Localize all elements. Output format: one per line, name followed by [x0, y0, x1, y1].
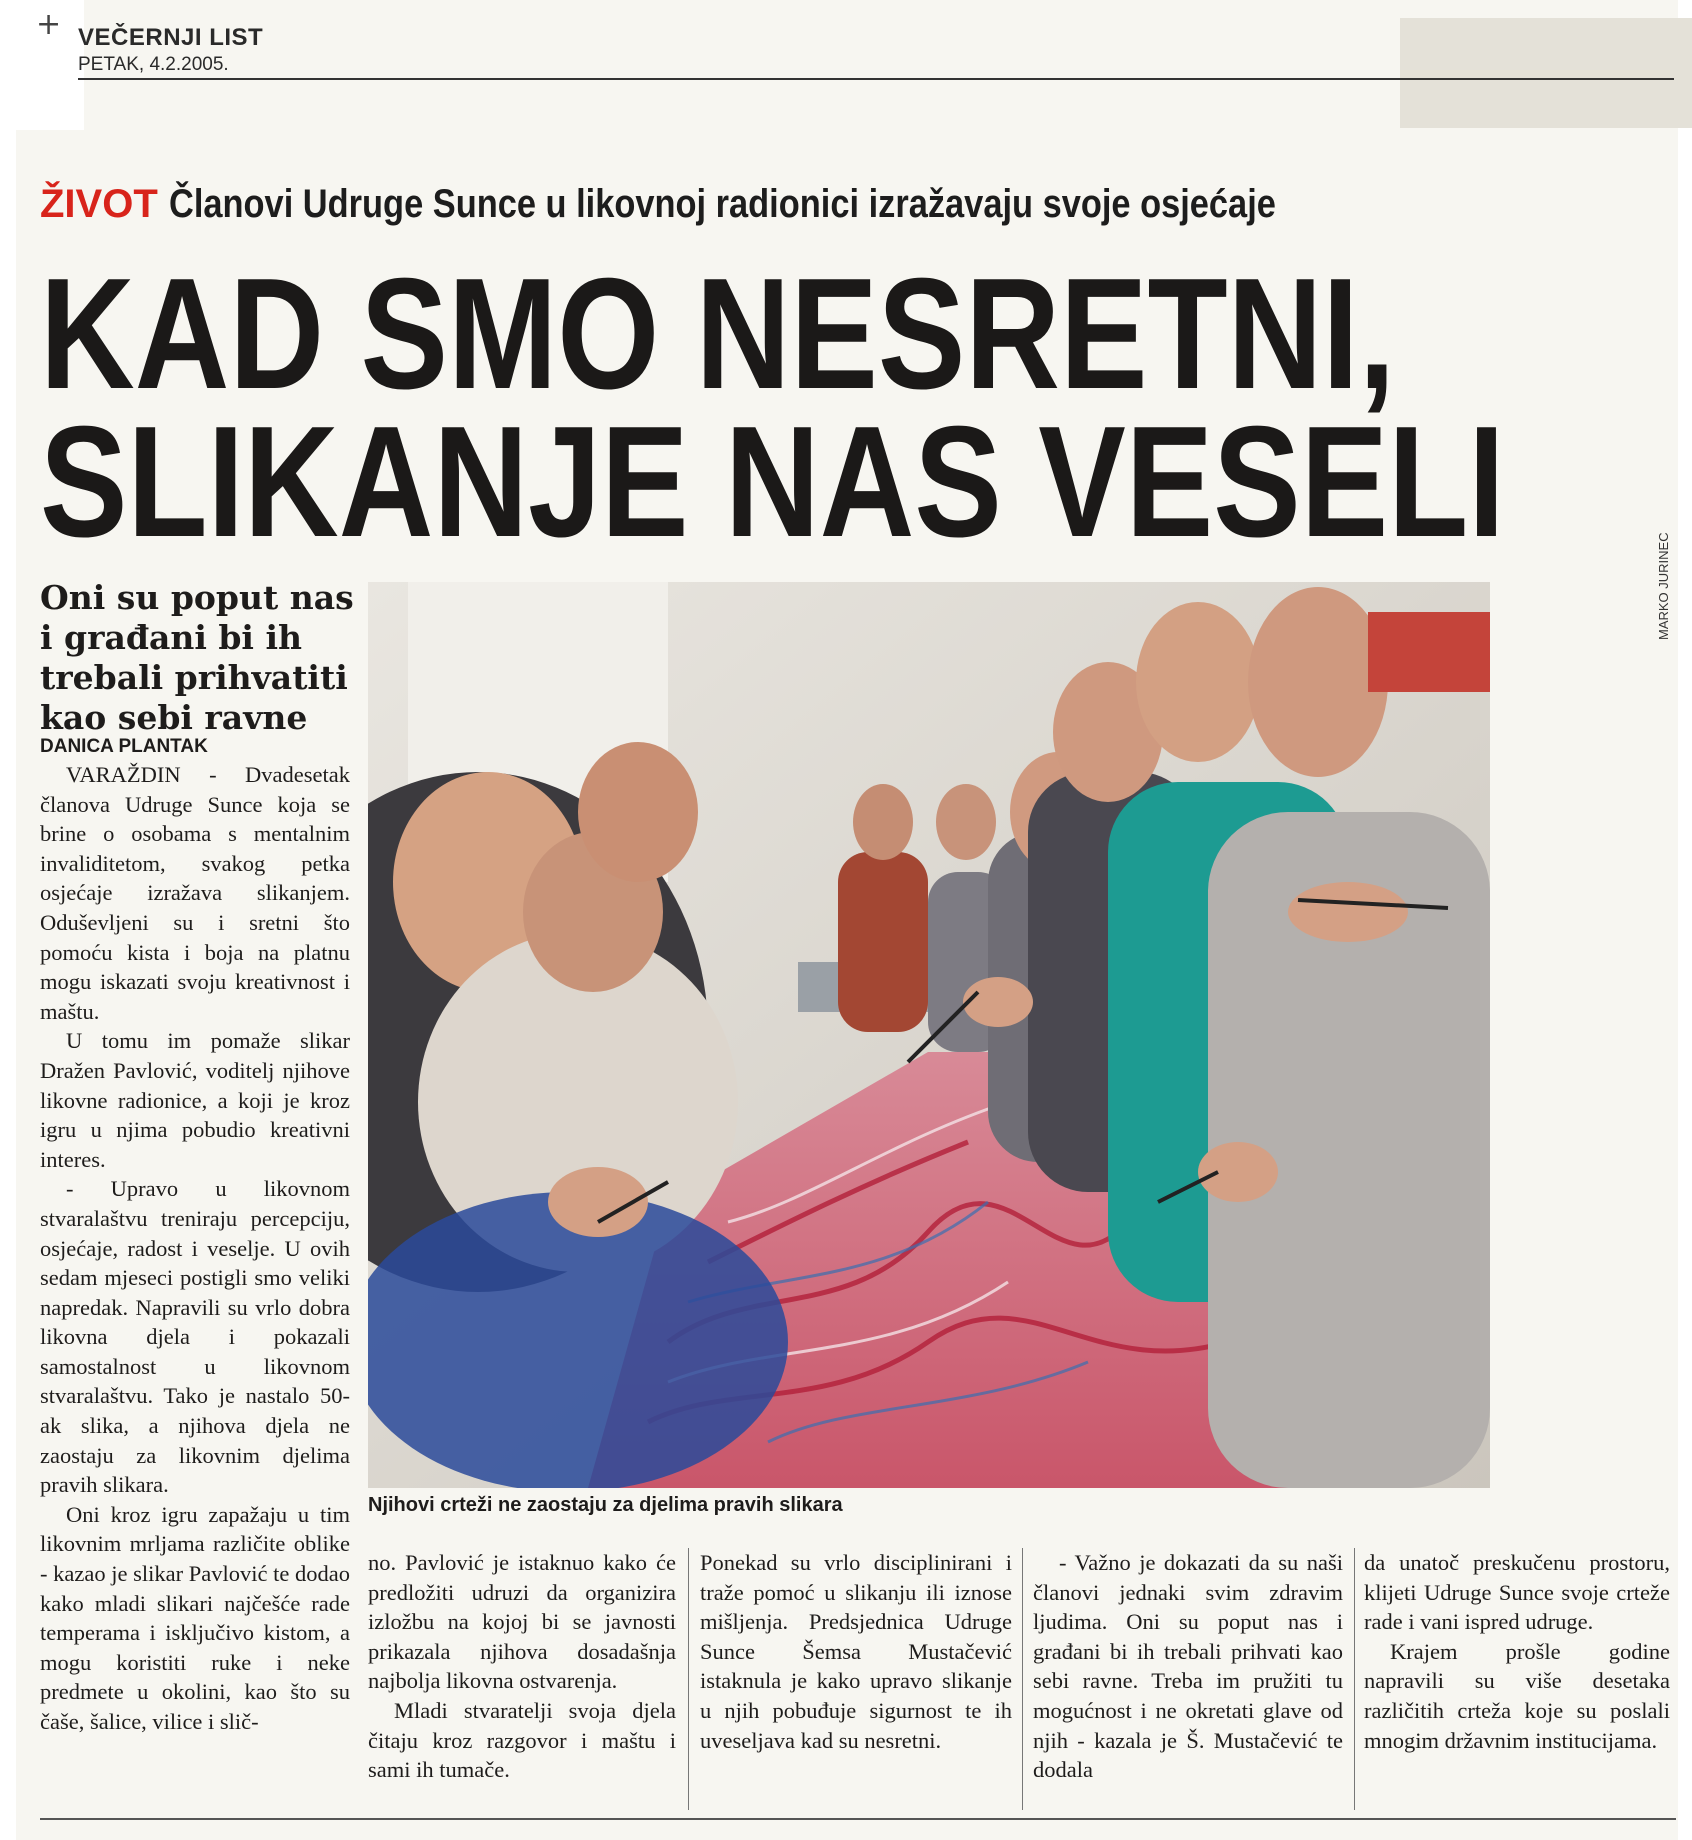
paragraph: Mladi stvaratelji svoja djela čitaju kroz razgovor i maštu i sami ih tumače. [368, 1697, 676, 1783]
subheadline: Oni su poput nas i građani bi ih trebali prihvatiti kao sebi ravne [40, 578, 354, 737]
paragraph: no. Pavlović je istaknuo kako će predložiti udruzi da organizira izložbu na kojoj bi se javnosti prikazala njihova dosadašnja najbolja likovna ostvarenja. [368, 1550, 676, 1694]
paragraph: - Upravo u likovnom stvaralaštvu treniraju percepciju, osjećaje, radost i veselje. U ovih sedam mjeseci postigli smo veliki napredak. Napravili su vrlo dobra likovna djela i pokazali samostalnost u likovnom stvaralaštvu. Tako je nastalo 50-ak slika, a njihova djela ne zaostaju za likovnim djelima pravih slikara. [40, 1176, 350, 1498]
paragraph: Ponekad su vrlo disciplinirani i traže pomoć u slikanju ili iznose mišljenja. Predsjednica Udruge Sunce Šemsa Mustačević istaknula je kako upravo slikanje u njih pobuđuje sigurnost te ih uveseljava kad su nesretni. [700, 1550, 1012, 1753]
paragraph: VARAŽDIN - Dvadesetak članova Udruge Sunce koja se brine o osobama s mentalnim invaliditetom, svakog petka osjećaje izražava slikanjem. Oduševljeni su i sretni što pomoću kista i boja na platnu mogu iskazati svoju kreativnost i maštu. [40, 762, 350, 1024]
column-5 [1364, 1548, 1670, 1755]
column-rule [1022, 1548, 1023, 1810]
section-tag: ŽIVOT [40, 182, 158, 226]
column-2 [368, 1548, 676, 1785]
crosshair-icon: + [36, 7, 62, 42]
headline-line-1: KAD SMO NESRETNI, [40, 246, 1396, 422]
adjacent-clipping-edge [1400, 18, 1692, 128]
paragraph: Oni kroz igru zapažaju u tim likovnim mrljama različite oblike - kazao je slikar Pavlović te dodao kako mladi slikari najčešće rade temperama i isključivo kistom, a mogu koristiti ruke i neke predmete u okolini, kao što su čaše, šalice, vilice i slič- [40, 1501, 350, 1734]
column-rule [688, 1548, 689, 1810]
byline: DANICA PLANTAK [40, 736, 208, 757]
left-column [40, 760, 350, 1737]
issue-date: PETAK, 4.2.2005. [78, 54, 229, 75]
scan-margin-left [0, 0, 16, 1840]
deck-text: Članovi Udruge Sunce u likovnoj radionici izražavaju svoje osjećaje [168, 182, 1276, 226]
paragraph: da unatoč preskučenu prostoru, klijeti Udruge Sunce svoje crteže rade i vani ispred udruge. [1364, 1550, 1670, 1635]
column-4 [1033, 1548, 1343, 1785]
paragraph: U tomu im pomaže slikar Dražen Pavlović, voditelj njihove likovne radionice, a koji je kroz igru u njima pobudio kreativni interes. [40, 1028, 350, 1172]
photo-caption: Njihovi crteži ne zaostaju za djelima pravih slikara [368, 1494, 843, 1516]
column-3 [700, 1548, 1012, 1755]
bottom-rule [40, 1818, 1676, 1820]
masthead-rule [78, 78, 1674, 80]
photo-credit: MARKO JURINEC [1656, 532, 1671, 640]
headline-line-2: SLIKANJE NAS VESELI [40, 394, 1505, 570]
column-rule [1354, 1548, 1355, 1810]
paragraph: - Važno je dokazati da su naši članovi jednaki svim zdravim ljudima. Oni su poput nas i građani bi ih trebali prihvati kao sebi ravne. Treba im pružiti tu mogućnost i ne okretati glave od njih - kazala je Š. Mustačević te dodala [1033, 1550, 1343, 1783]
paragraph: Krajem prošle godine napravili su više desetaka različitih crteža koje su poslali mnogim državnim institucijama. [1364, 1638, 1670, 1753]
article-photo [368, 582, 1490, 1488]
scan-margin-right [1678, 0, 1692, 1840]
kicker-line [40, 182, 1456, 226]
newspaper-name: VEČERNJI LIST [78, 24, 264, 51]
